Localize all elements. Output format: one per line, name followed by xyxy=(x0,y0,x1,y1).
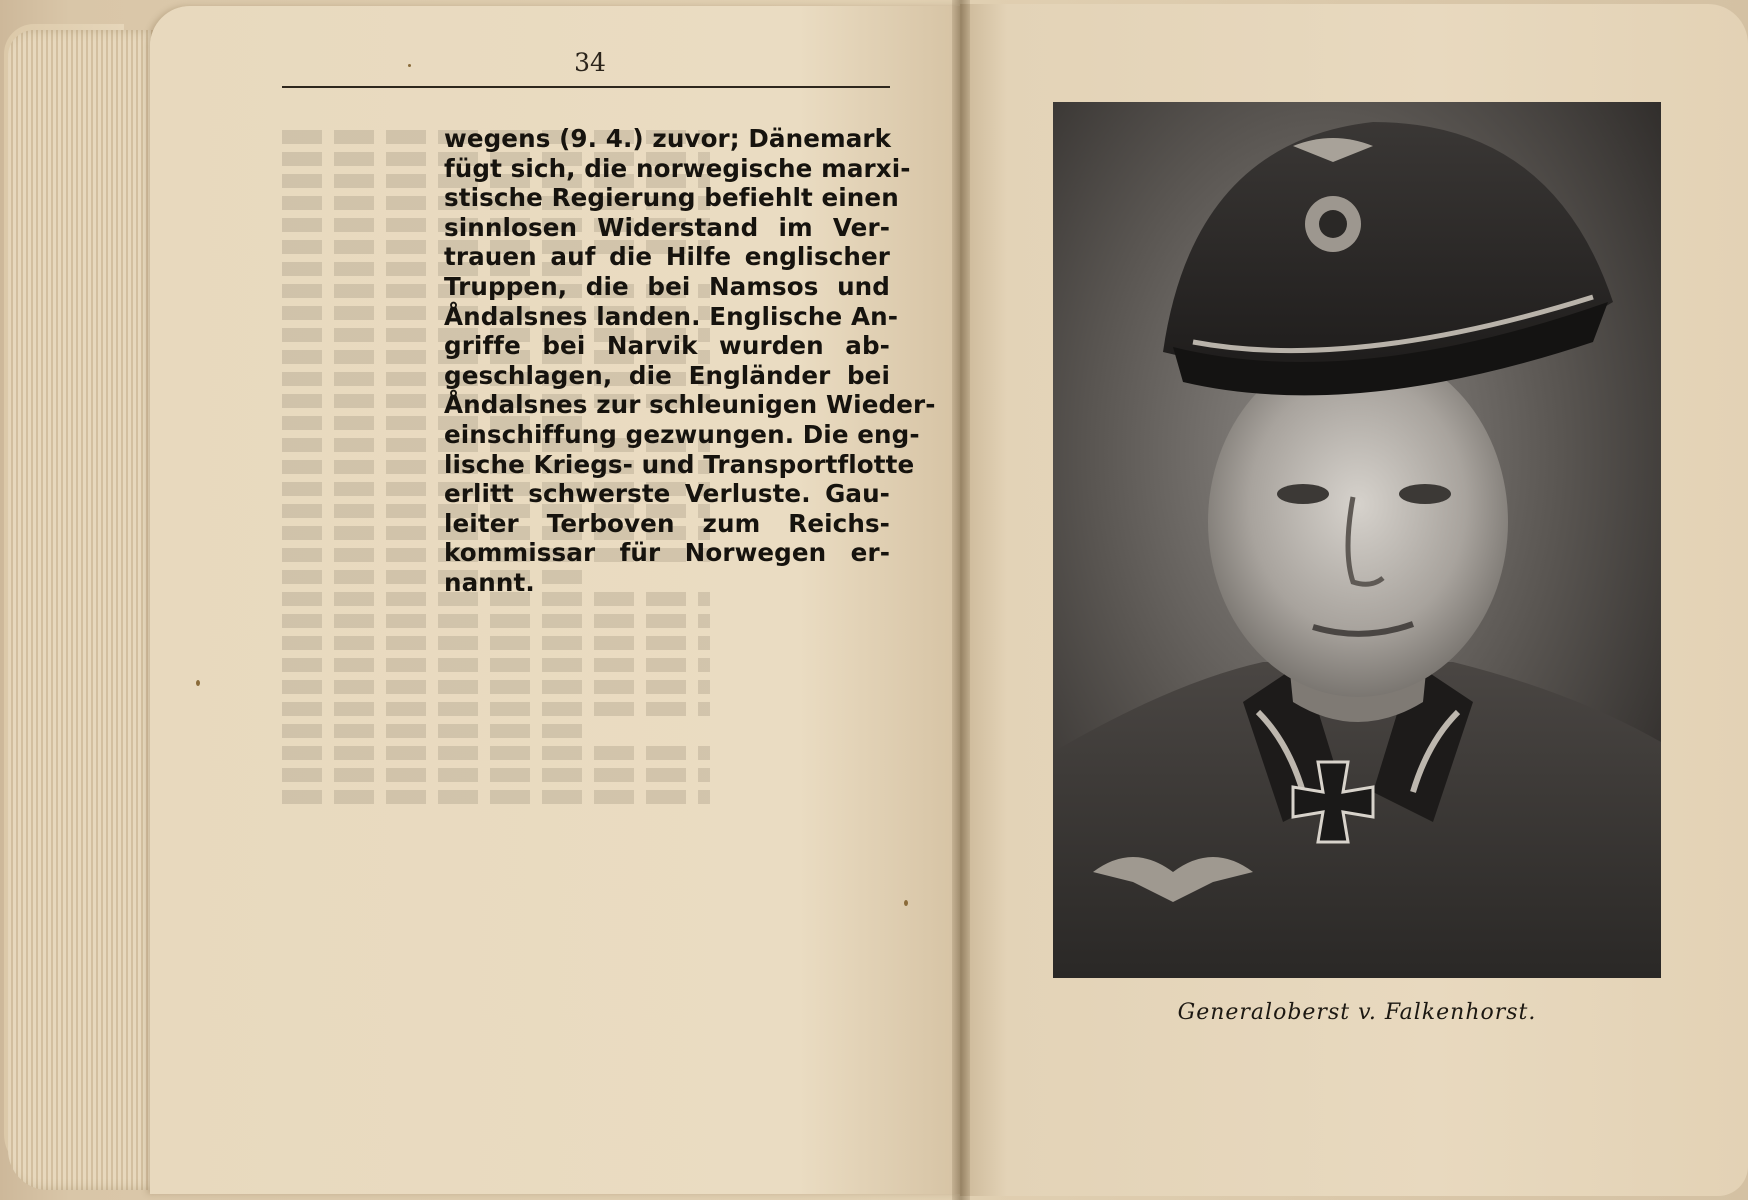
text-line: kommissar für Norwegen er- xyxy=(444,538,890,568)
text-line: griffe bei Narvik wurden ab- xyxy=(444,331,890,361)
text-line: stische Regierung befiehlt einen xyxy=(444,183,899,213)
book-gutter xyxy=(952,0,970,1200)
text-line: wegens (9. 4.) zuvor; Dänemark xyxy=(444,124,892,153)
text-line: lische Kriegs- und Transportflotte xyxy=(444,449,915,479)
text-line: einschiffung gezwungen. Die eng- xyxy=(444,419,920,449)
photo-caption: Generaloberst v. Falkenhorst. xyxy=(1177,1000,1537,1025)
paper-speck xyxy=(408,64,411,67)
text-line: geschlagen, die Engländer bei xyxy=(444,360,890,390)
show-through-line xyxy=(282,724,582,738)
show-through-line xyxy=(282,790,710,804)
text-line: trauen auf die Hilfe englischer xyxy=(444,242,890,272)
show-through-line xyxy=(282,614,710,628)
page-number: 34 xyxy=(574,48,606,77)
portrait-illustration xyxy=(1053,102,1661,978)
text-line: nannt. xyxy=(444,567,535,597)
show-through-line xyxy=(282,702,710,716)
paper-speck xyxy=(196,680,200,686)
portrait-photo xyxy=(1053,102,1661,978)
text-line: Åndalsnes landen. Englische An- xyxy=(444,301,899,331)
paper-speck xyxy=(904,900,908,906)
show-through-line xyxy=(282,658,710,672)
text-line: erlitt schwerste Verluste. Gau- xyxy=(444,479,890,509)
text-line: fügt sich, die norwegische marxi- xyxy=(444,153,911,183)
text-line: sinnlosen Widerstand im Ver- xyxy=(444,212,890,242)
text-line: Åndalsnes zur schleunigen Wieder- xyxy=(444,390,936,420)
header-rule xyxy=(282,86,890,88)
show-through-line xyxy=(282,768,710,782)
text-line: leiter Terboven zum Reichs- xyxy=(444,508,890,538)
body-text xyxy=(444,124,936,598)
text-line: Truppen, die bei Namsos und xyxy=(444,271,890,301)
show-through-line xyxy=(282,636,710,650)
show-through-line xyxy=(282,746,710,760)
show-through-line xyxy=(282,680,710,694)
